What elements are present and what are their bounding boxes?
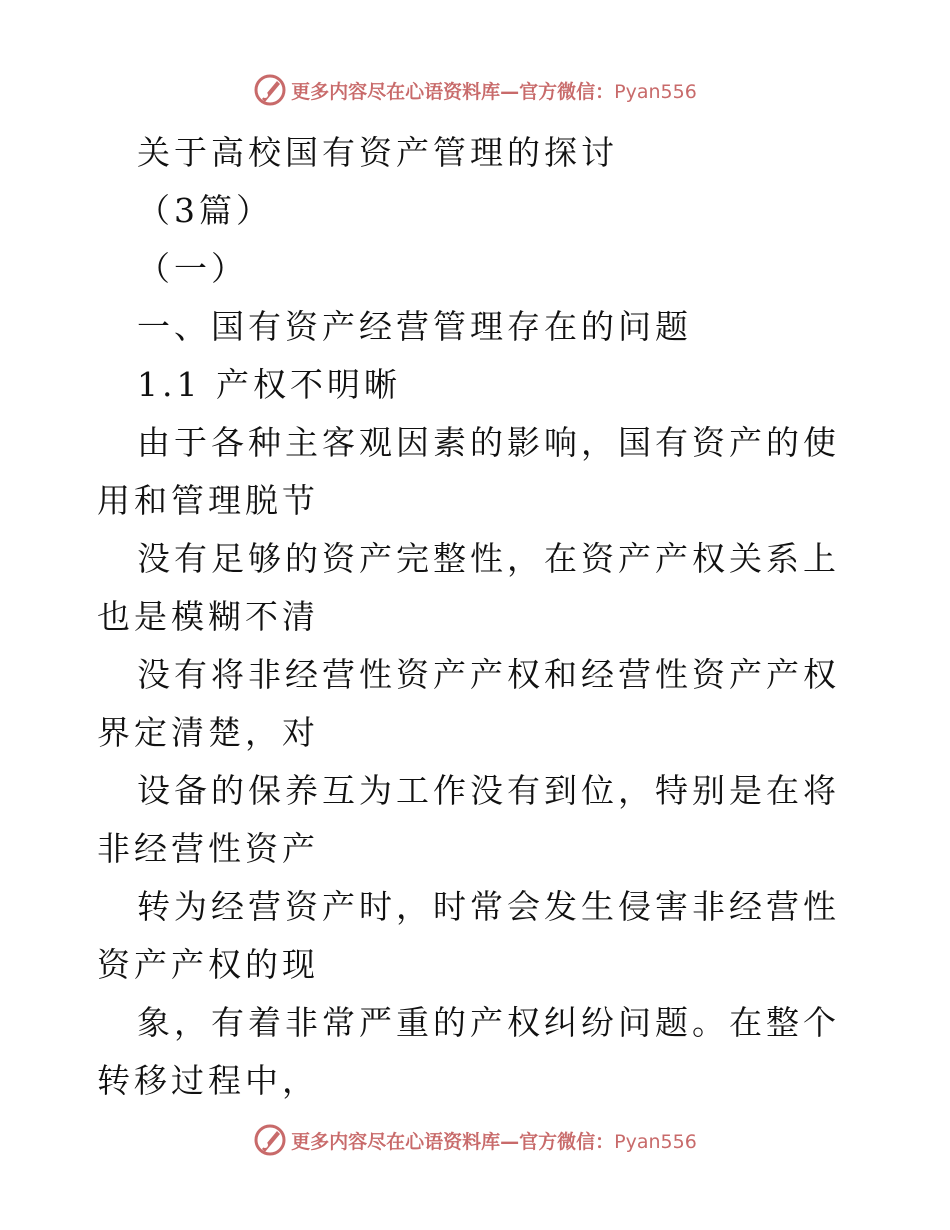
banner-label: 更多内容尽在心语资料库—官方微信： bbox=[291, 1130, 615, 1153]
banner-handle: Pyan556 bbox=[614, 1130, 697, 1153]
paragraph-6: 象，有着非常严重的产权纠纷问题。在整个转移过程中， bbox=[97, 1003, 840, 1100]
paragraph-2: 没有足够的资产完整性，在资产产权关系上也是模糊不清 bbox=[97, 539, 840, 636]
section-heading: 一、国有资产经营管理存在的问题 bbox=[137, 307, 692, 346]
paragraph-4: 设备的保养互为工作没有到位，特别是在将非经营性资产 bbox=[97, 771, 840, 868]
pen-logo-icon bbox=[253, 1123, 287, 1157]
document-count: （3篇） bbox=[137, 191, 273, 230]
banner-text bbox=[291, 1127, 697, 1154]
banner-handle: Pyan556 bbox=[614, 80, 697, 103]
section-subheading: 1.1 产权不明晰 bbox=[137, 365, 401, 404]
header-banner bbox=[0, 70, 950, 110]
pen-logo-icon bbox=[253, 73, 287, 107]
banner-label: 更多内容尽在心语资料库—官方微信： bbox=[291, 80, 615, 103]
document-part: （一） bbox=[137, 249, 248, 288]
footer-banner bbox=[0, 1120, 950, 1160]
paragraph-3: 没有将非经营性资产产权和经营性资产产权界定清楚，对 bbox=[97, 655, 840, 752]
paragraph-1: 由于各种主客观因素的影响，国有资产的使用和管理脱节 bbox=[97, 423, 840, 520]
document-body bbox=[97, 124, 857, 1110]
document-title: 关于高校国有资产管理的探讨 bbox=[137, 133, 618, 172]
paragraph-5: 转为经营资产时，时常会发生侵害非经营性资产产权的现 bbox=[97, 887, 840, 984]
banner-text bbox=[291, 77, 697, 104]
